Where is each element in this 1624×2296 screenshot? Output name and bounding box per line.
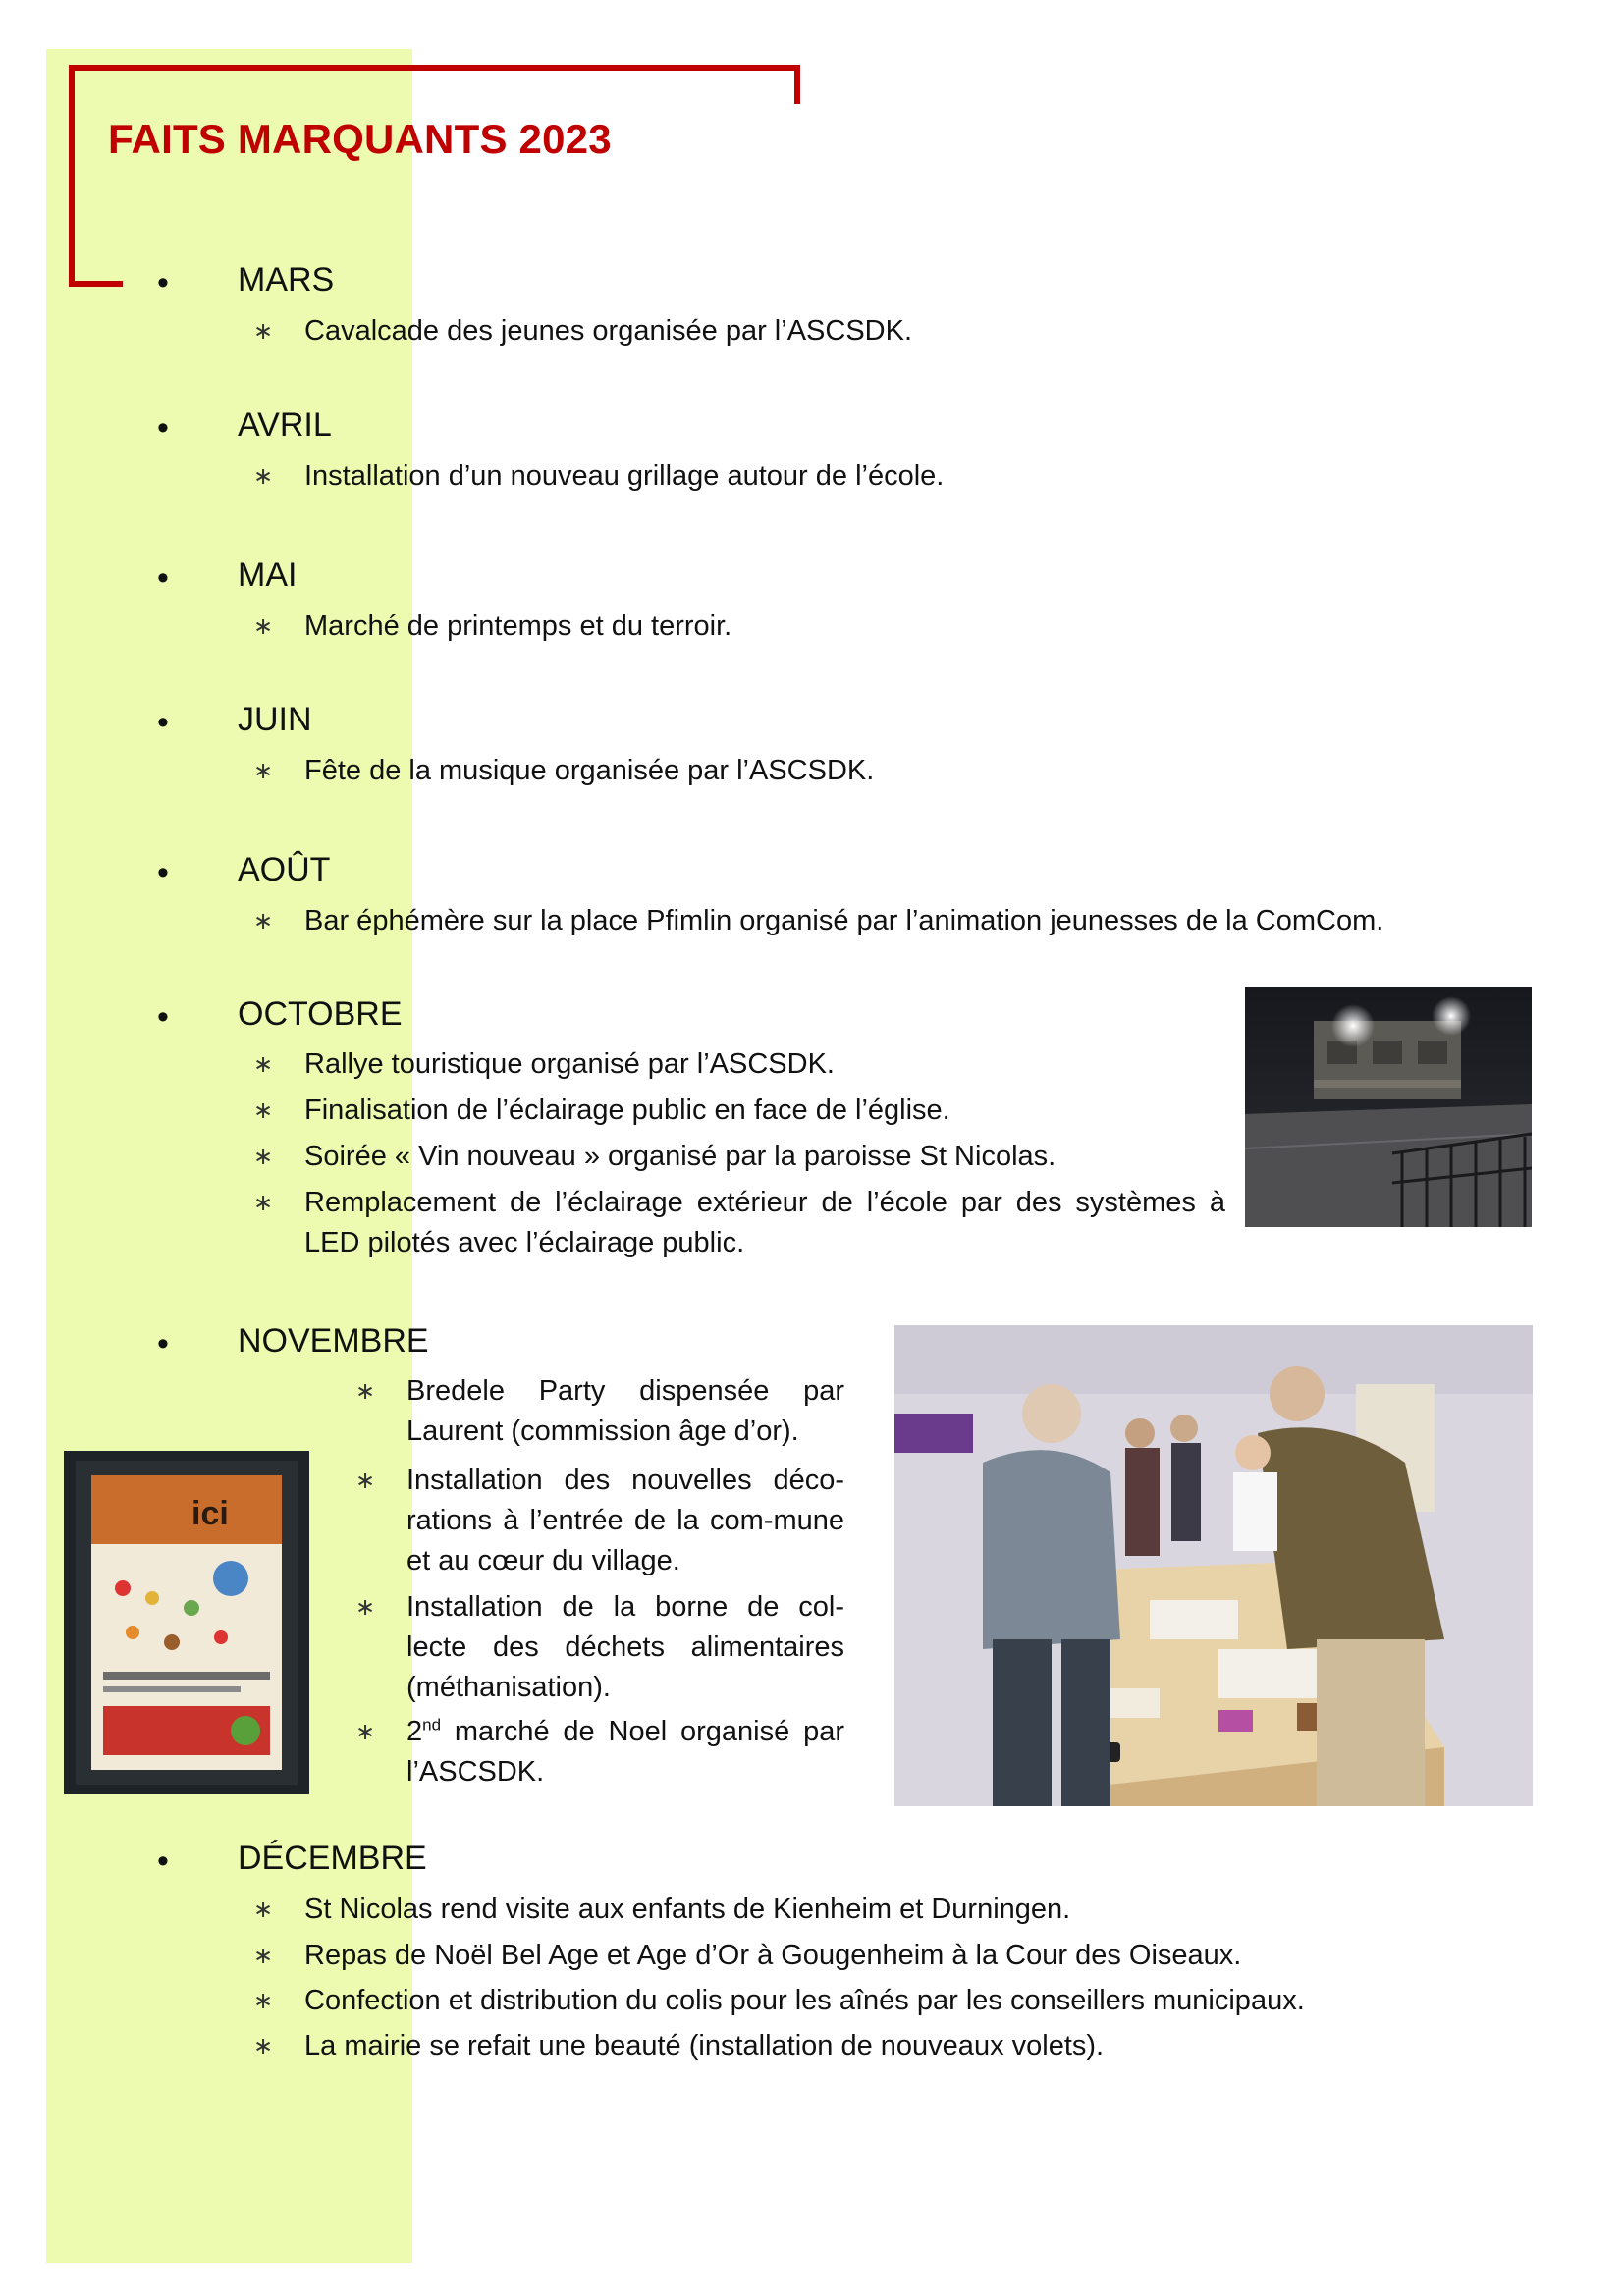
asterisk-icon: ∗ — [253, 758, 274, 784]
month-label: NOVEMBRE — [238, 1322, 429, 1360]
asterisk-icon: ∗ — [253, 1988, 274, 2014]
photo-food-waste-bin — [64, 1451, 309, 1794]
month-label: MAI — [238, 557, 298, 594]
bullet-dot-icon: • — [157, 704, 169, 741]
list-item: ∗ Bredele Party dispensée par Laurent (commission âge d’or). — [355, 1371, 844, 1455]
list-item: ∗ Installation des nouvelles déco-rations à l’entrée de la com-mune et au cœur du village. — [355, 1461, 844, 1583]
asterisk-icon: ∗ — [253, 1144, 274, 1170]
poster-headline: ici — [191, 1495, 229, 1532]
bullet-dot-icon: • — [157, 409, 169, 447]
asterisk-icon: ∗ — [253, 908, 274, 934]
page-title: FAITS MARQUANTS 2023 — [108, 116, 612, 162]
asterisk-icon: ∗ — [253, 1097, 274, 1124]
month-label: AOÛT — [238, 851, 331, 888]
month-label: MARS — [238, 261, 335, 298]
asterisk-icon: ∗ — [253, 1190, 274, 1216]
asterisk-icon: ∗ — [253, 463, 274, 490]
bullet-dot-icon: • — [157, 854, 169, 891]
asterisk-icon: ∗ — [253, 318, 274, 345]
month-label: DÉCEMBRE — [238, 1840, 427, 1877]
asterisk-icon: ∗ — [253, 1896, 274, 1923]
list-item: ∗ 2nd marché de Noel organisé par l’ASCSDK. — [355, 1712, 844, 1795]
list-item: ∗ Remplacement de l’éclairage extérieur de l’école par des systèmes à LED pilotés avec l’éclairage public. — [253, 1183, 1225, 1266]
bullet-dot-icon: • — [157, 998, 169, 1036]
list-item: ∗ Installation de la borne de col-lecte des déchets alimentaires (méthanisation). — [355, 1587, 844, 1710]
asterisk-icon: ∗ — [253, 614, 274, 640]
month-label: AVRIL — [238, 406, 332, 444]
month-label: JUIN — [238, 701, 312, 738]
bullet-dot-icon: • — [157, 560, 169, 597]
frame-top-line — [69, 65, 800, 71]
photo-bredele-party — [894, 1325, 1533, 1806]
bullet-dot-icon: • — [157, 264, 169, 301]
frame-left-line — [69, 65, 75, 287]
asterisk-icon: ∗ — [355, 1594, 376, 1621]
frame-right-line — [794, 65, 800, 104]
asterisk-icon: ∗ — [355, 1719, 376, 1745]
frame-bottom-line — [69, 281, 123, 287]
bullet-dot-icon: • — [157, 1842, 169, 1880]
asterisk-icon: ∗ — [253, 1943, 274, 1969]
asterisk-icon: ∗ — [355, 1468, 376, 1494]
photo-school-night — [1245, 987, 1532, 1227]
bullet-dot-icon: • — [157, 1325, 169, 1362]
month-label: OCTOBRE — [238, 995, 403, 1033]
asterisk-icon: ∗ — [253, 2033, 274, 2059]
asterisk-icon: ∗ — [253, 1051, 274, 1078]
asterisk-icon: ∗ — [355, 1378, 376, 1405]
